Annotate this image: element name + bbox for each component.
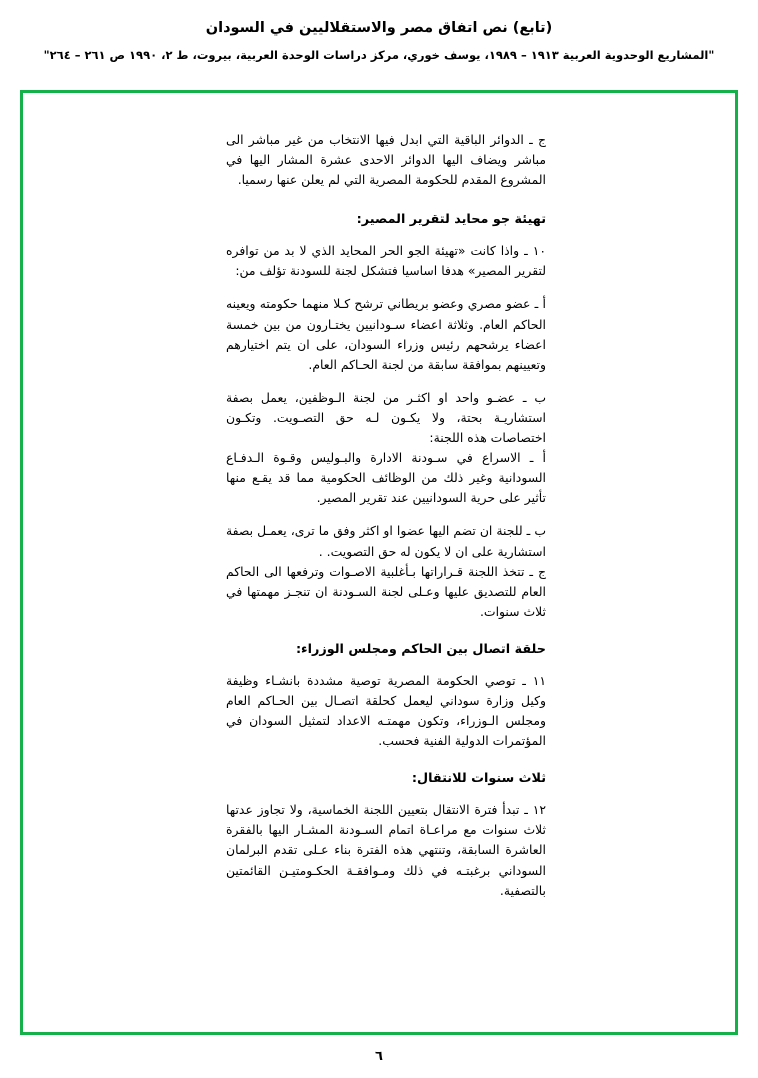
paragraph-item-10-b-1: أ ـ الاسراع في سـودنة الادارة والبـوليس وقـوة الـدفـاع السودانية وغير ذلك من الوظائف الحكومية مما قد يقـع منها تأثير على حرية السودانيين عند تقرير المصير. — [226, 450, 546, 506]
page-source-citation: "المشاريع الوحدوية العربية ١٩١٣ – ١٩٨٩، يوسف خوري، مركز دراسات الوحدة العربية، بيروت، ط ٢، ١٩٩٠ ص ٢٦١ – ٢٦٤" — [43, 48, 715, 63]
section-heading-three-years: ثلاث سنوات للانتقال: — [411, 771, 546, 787]
page-number: ٦ — [375, 1049, 383, 1064]
paragraph-clause-j: ج ـ الدوائر الباقية التي ابدل فيها الانتخاب من غير مباشر الى مباشر ويضاف اليها الدوائر الاحدى عشرة المشار اليها في المشروع المقدم للحكومة المصرية التي لم يعلن عنها رسميا. — [226, 132, 546, 188]
paragraph-item-10-c: ج ـ تتخذ اللجنة قـراراتها بـأغلبية الاصـوات وترفعها الى الحاكم العام للتصديق عليها وعـلى لجنة السـودنة ان تنجـز مهمتها في ثلاث سنوات. — [226, 563, 546, 619]
paragraph-item-12: ١٢ ـ تبدأ فترة الانتقال بتعيين اللجنة الخماسية، ولا تجاوز عدتها ثلاث سنوات مع مراعـاة اتمام السـودنة المشـار اليها بالفقرة العاشرة السابقة، وتنتهي هذه الفترة بناء عـلى تقدم البرلمان السوداني برغبتـه في ذلك ومـوافقـة الحكـومتيـن القائمتين بالتصفية. — [226, 802, 546, 898]
page-title: (تابع) نص اتفاق مصر والاستقلاليين في السودان — [205, 20, 553, 36]
paragraph-item-10-b: ب ـ عضـو واحد او اكثـر من لجنة الـوظفين، يعمل بصفة استشاريـة بحتة، ولا يكـون لـه حق التصـويت. وتكـون اختصاصات هذه اللجنة: — [226, 389, 546, 446]
document-body — [226, 130, 546, 914]
paragraph-item-10-b-2: ب ـ للجنة ان تضم اليها عضوا او اكثر وفق ما ترى، يعمـل بصفة استشارية على ان لا يكون له حق التصويت. . — [226, 523, 546, 559]
paragraph-item-11: ١١ ـ توصي الحكومة المصرية توصية مشددة بانشـاء وظيفة وكيل وزارة سوداني ليعمل كحلقة اتصـال بين الحـاكم العام ومجلس الـوزراء، وتكون مهمتـه الاعداد لتمثيل السودان في المؤتمرات الدولية الفنية فحسب. — [226, 672, 546, 749]
section-heading-neutral-atmosphere: تهيئة جو محايد لتقرير المصير: — [356, 212, 546, 228]
page-header — [0, 0, 758, 65]
section-heading-liaison: حلقة اتصال بين الحاكم ومجلس الوزراء: — [295, 641, 546, 657]
paragraph-item-10: ١٠ ـ واذا كانت «تهيئة الجو الحر المحايد الذي لا بد من توافره لتقرير المصير» هدفا اساسيا فتشكل لجنة للسودنة تؤلف من: — [226, 243, 546, 279]
paragraph-item-10-a: أ ـ عضو مصري وعضو بريطاني ترشح كـلا منهما حكومته ويعينه الحاكم العام. وثلاثة اعضاء سـودانيين يختـارون من بين خمسة اعضاء يرشحهم رئيس وزراء السودان، على ان يتم اختيارهم وتعيينهم بموافقة سابقة من لجنة الحـاكم العام. — [226, 296, 546, 372]
